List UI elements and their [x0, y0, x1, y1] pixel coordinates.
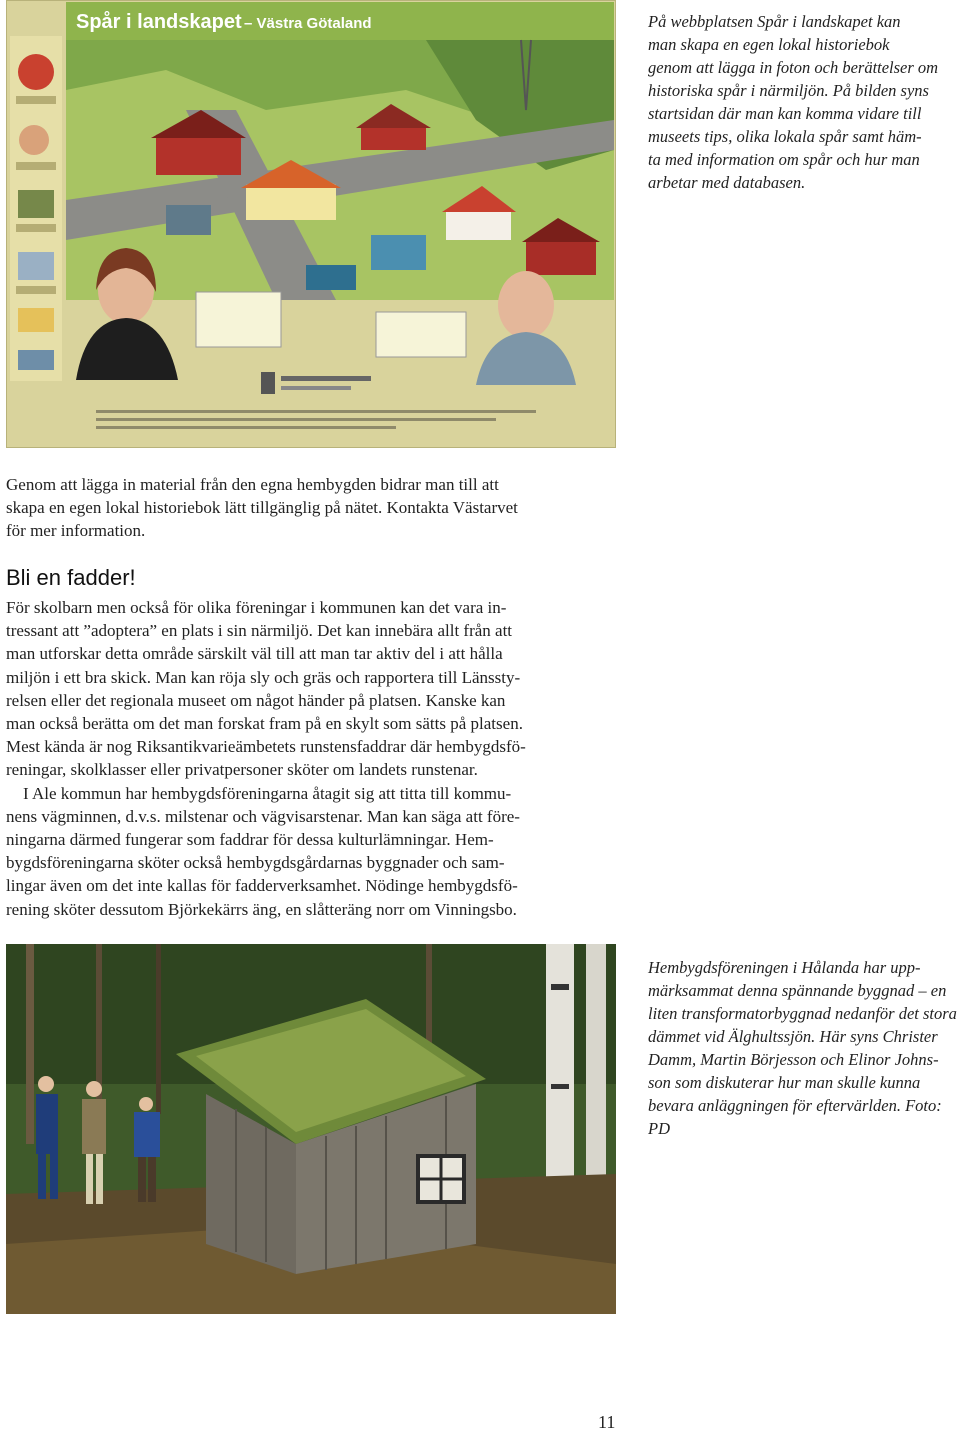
- caption-line: På webbplatsen Spår i landskapet kan: [648, 12, 901, 31]
- page-number: 11: [598, 1412, 616, 1432]
- caption-line: liten transformatorbyggnad nedanför det stora: [648, 1004, 957, 1023]
- search-icon[interactable]: [18, 252, 54, 280]
- caption-line: man skapa en egen lokal historiebok: [648, 35, 890, 54]
- section-heading: Bli en fadder!: [6, 565, 136, 590]
- text-line: lingar även om det inte kallas för fadderverksamhet. Nödinge hembygdsfö-: [6, 876, 518, 896]
- figure2-caption: [648, 956, 960, 1140]
- caption-line: historiska spår i närmiljön. På bilden syns: [648, 81, 929, 100]
- caption-line: bevara anläggningen för eftervärlden. Foto:: [648, 1096, 942, 1115]
- text-line: relsen eller det regionala museet om något händer på platsen. Kanske kan: [6, 690, 506, 710]
- text-line: reningar, skolklasser eller privatpersoner sköter om landets runstenar.: [6, 760, 478, 780]
- nav-label-museets-tips[interactable]: [16, 96, 56, 104]
- caption-line: dämmet vid Älghultssjön. Här syns Christer: [648, 1027, 938, 1046]
- photo-illustration: [6, 944, 616, 1314]
- lokala-spar-icon[interactable]: [19, 125, 49, 155]
- folder-icon[interactable]: [18, 308, 54, 332]
- figure1-caption: [648, 10, 960, 194]
- text-line: För skolbarn men också för olika föreningar i kommunen kan det vara in-: [6, 598, 507, 617]
- text-line: Mest kända är nog Riksantikvarieämbetets runstensfaddrar där hembygdsfö-: [6, 737, 526, 757]
- text-line: I Ale kommun har hembygdsföreningarna åtagit sig att titta till kommu-: [6, 783, 512, 803]
- text-line: miljön i ett bra skick. Man kan röja sly och gräs och rapportera till Länssty-: [6, 667, 521, 687]
- caption-line: märksammat denna spännande byggnad – en: [648, 981, 947, 1000]
- site-title: Spår i landskapet: [76, 11, 242, 33]
- site-nav: [10, 36, 62, 381]
- caption-line: Damm, Martin Börjesson och Elinor Johns-: [648, 1050, 939, 1069]
- caption-line: PD: [648, 1119, 670, 1138]
- text-line: för mer information.: [6, 521, 146, 541]
- caption-line: Hembygdsföreningen i Hålanda har upp-: [648, 958, 921, 977]
- intro-paragraph: [6, 473, 626, 543]
- transformer-building-photo: [6, 944, 616, 1314]
- text-line: rening sköter dessutom Björkekärrs äng, en slåtteräng norr om Vinningsbo.: [6, 899, 517, 919]
- text-line: nens vägminnen, d.v.s. milstenar och vägvisarstenar. Man kan säga att före-: [6, 806, 520, 826]
- text-line: Genom att lägga in material från den egna hembygden bidrar man till att: [6, 475, 499, 494]
- text-line: ningarna därmed fungerar som faddrar för dessa kulturlämningar. Hem-: [6, 830, 494, 850]
- caption-line: genom att lägga in foton och berättelser om: [648, 58, 939, 77]
- section-body: [6, 596, 626, 921]
- museum-tips-icon[interactable]: [18, 54, 54, 90]
- caption-line: startsidan där man kan komma vidare till: [648, 104, 922, 123]
- website-screenshot-figure: [6, 0, 616, 448]
- speech-bubble-left: [196, 292, 281, 347]
- vad-ar-icon[interactable]: [18, 190, 54, 218]
- nav-label-vad-ar[interactable]: [16, 224, 56, 232]
- caption-line: ta med information om spår och hur man: [648, 150, 920, 169]
- site-subtitle: – Västra Götaland: [244, 15, 372, 32]
- caption-line: arbetar med databasen.: [648, 173, 806, 192]
- text-line: bygdsföreningarna sköter också hembygdsgårdarnas byggnader och sam-: [6, 853, 505, 873]
- nav-label-sok[interactable]: [16, 286, 56, 294]
- text-line: skapa en egen lokal historiebok lätt tillgänglig på nätet. Kontakta Västarvet: [6, 498, 518, 518]
- website-illustration: [6, 0, 616, 448]
- caption-line: son som diskuterar hur man skulle kunna: [648, 1073, 921, 1092]
- nav-label-lokala-spar[interactable]: [16, 162, 56, 170]
- caption-line: museets tips, olika lokala spår samt häm-: [648, 127, 922, 146]
- text-line: man också berätta om det man forskat fram på en skylt som sätts på platsen.: [6, 714, 523, 734]
- text-line: tressant att ”adoptera” en plats i sin närmiljö. Det kan innebära allt från att: [6, 621, 513, 641]
- database-icon[interactable]: [18, 350, 54, 370]
- text-line: man utforskar detta område särskilt väl till att man tar aktiv del i att hålla: [6, 644, 503, 664]
- speech-bubble-right: [376, 312, 466, 357]
